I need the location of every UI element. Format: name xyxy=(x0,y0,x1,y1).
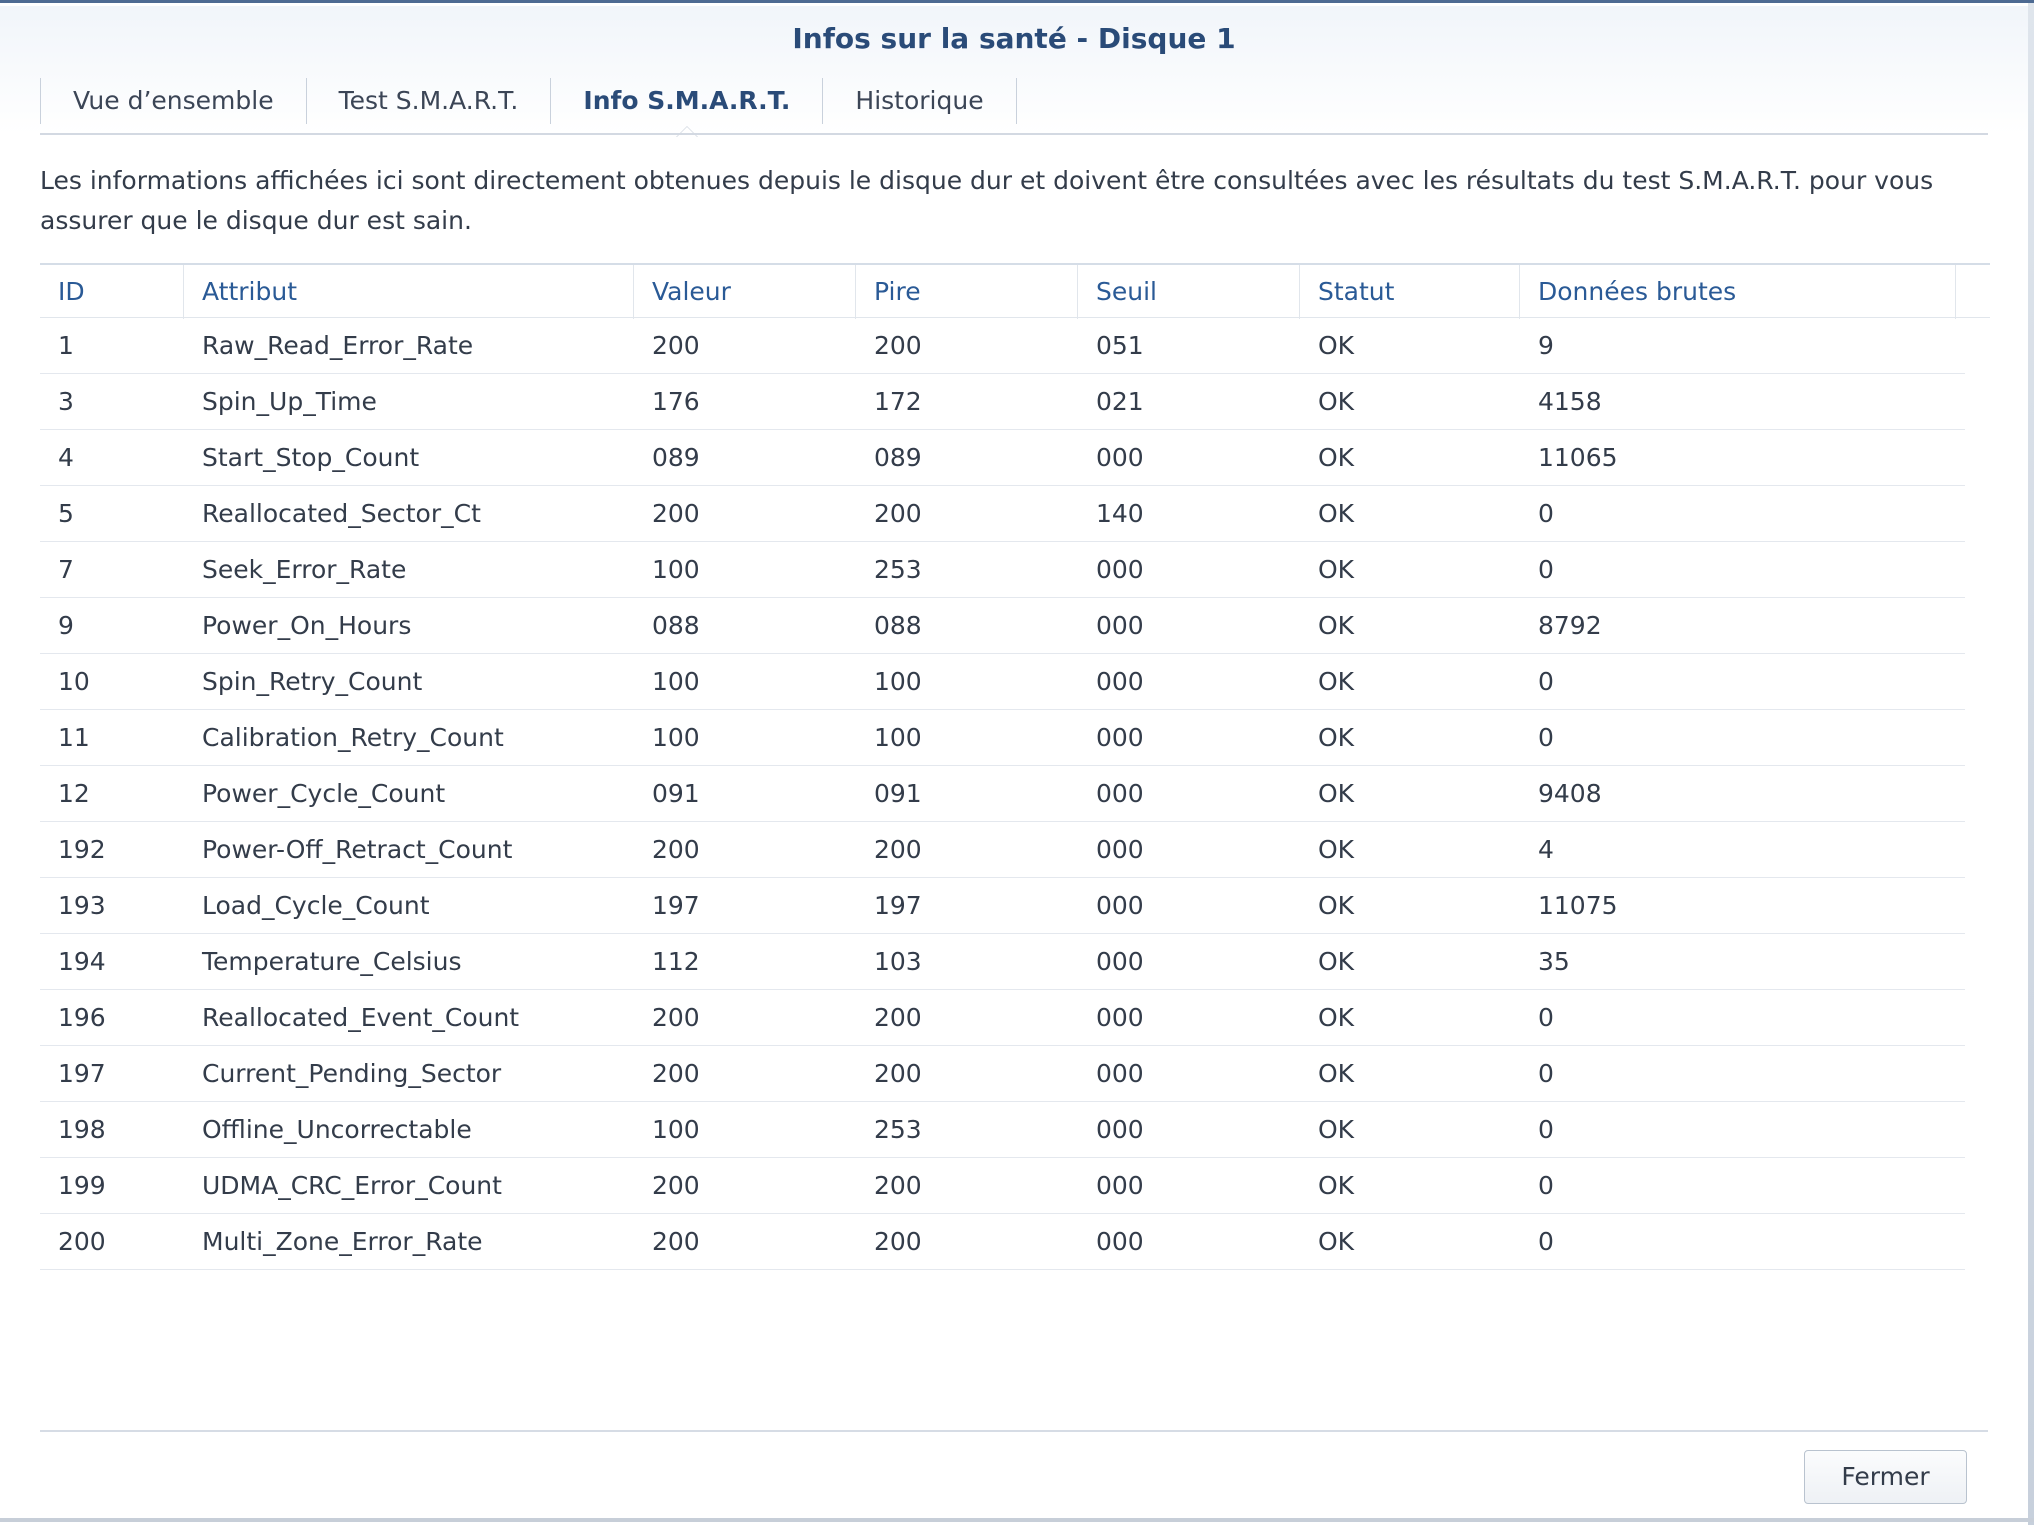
cell-attribute: Power_Cycle_Count xyxy=(202,779,446,808)
cell-raw-data: 0 xyxy=(1538,499,1554,528)
cell-id: 7 xyxy=(58,555,74,584)
cell-id: 200 xyxy=(58,1227,106,1256)
cell-status: OK xyxy=(1318,723,1355,752)
window-bottom-edge xyxy=(0,1518,2034,1522)
cell-worst: 089 xyxy=(874,443,922,472)
smart-attributes-table xyxy=(40,263,1990,1270)
cell-raw-data: 0 xyxy=(1538,1003,1554,1032)
cell-value: 100 xyxy=(652,667,700,696)
cell-attribute: Offline_Uncorrectable xyxy=(202,1115,472,1144)
dialog-title: Infos sur la santé - Disque 1 xyxy=(792,22,1236,55)
cell-raw-data: 0 xyxy=(1538,555,1554,584)
cell-attribute: Spin_Retry_Count xyxy=(202,667,423,696)
cell-status: OK xyxy=(1318,779,1355,808)
cell-threshold: 000 xyxy=(1096,1227,1144,1256)
cell-attribute: Reallocated_Sector_Ct xyxy=(202,499,481,528)
dialog-header xyxy=(0,6,2028,134)
cell-id: 11 xyxy=(58,723,90,752)
cell-raw-data: 35 xyxy=(1538,947,1570,976)
cell-status: OK xyxy=(1318,891,1355,920)
tab-bar xyxy=(40,78,1017,136)
cell-id: 5 xyxy=(58,499,74,528)
cell-attribute: Multi_Zone_Error_Rate xyxy=(202,1227,483,1256)
table-row[interactable] xyxy=(40,878,1965,934)
cell-worst: 253 xyxy=(874,555,922,584)
cell-status: OK xyxy=(1318,947,1355,976)
cell-id: 10 xyxy=(58,667,90,696)
cell-status: OK xyxy=(1318,1227,1355,1256)
column-header-worst[interactable]: Pire xyxy=(856,265,1078,319)
cell-raw-data: 0 xyxy=(1538,723,1554,752)
cell-worst: 200 xyxy=(874,331,922,360)
cell-worst: 100 xyxy=(874,667,922,696)
cell-worst: 200 xyxy=(874,1059,922,1088)
table-row[interactable] xyxy=(40,710,1965,766)
cell-threshold: 000 xyxy=(1096,555,1144,584)
cell-threshold: 000 xyxy=(1096,947,1144,976)
cell-threshold: 000 xyxy=(1096,1059,1144,1088)
cell-attribute: UDMA_CRC_Error_Count xyxy=(202,1171,502,1200)
cell-threshold: 140 xyxy=(1096,499,1144,528)
cell-value: 100 xyxy=(652,723,700,752)
table-row[interactable] xyxy=(40,430,1965,486)
cell-attribute: Start_Stop_Count xyxy=(202,443,420,472)
cell-raw-data: 4158 xyxy=(1538,387,1602,416)
cell-raw-data: 0 xyxy=(1538,667,1554,696)
cell-attribute: Reallocated_Event_Count xyxy=(202,1003,520,1032)
column-header-threshold[interactable]: Seuil xyxy=(1078,265,1300,319)
cell-raw-data: 0 xyxy=(1538,1059,1554,1088)
cell-threshold: 000 xyxy=(1096,723,1144,752)
cell-worst: 253 xyxy=(874,1115,922,1144)
column-header-attribute[interactable]: Attribut xyxy=(184,265,634,319)
cell-value: 200 xyxy=(652,1059,700,1088)
cell-threshold: 000 xyxy=(1096,779,1144,808)
window-edge xyxy=(2028,3,2034,1525)
cell-threshold: 000 xyxy=(1096,1115,1144,1144)
cell-status: OK xyxy=(1318,1115,1355,1144)
column-header-value[interactable]: Valeur xyxy=(634,265,856,319)
cell-threshold: 000 xyxy=(1096,1171,1144,1200)
cell-worst: 200 xyxy=(874,499,922,528)
cell-value: 091 xyxy=(652,779,700,808)
cell-raw-data: 9 xyxy=(1538,331,1554,360)
cell-raw-data: 8792 xyxy=(1538,611,1602,640)
cell-worst: 091 xyxy=(874,779,922,808)
cell-attribute: Current_Pending_Sector xyxy=(202,1059,502,1088)
table-row[interactable] xyxy=(40,1102,1965,1158)
table-row[interactable] xyxy=(40,766,1965,822)
cell-attribute: Spin_Up_Time xyxy=(202,387,377,416)
cell-id: 193 xyxy=(58,891,106,920)
tab-smart-test[interactable] xyxy=(307,78,552,124)
cell-value: 112 xyxy=(652,947,700,976)
cell-threshold: 051 xyxy=(1096,331,1144,360)
cell-worst: 088 xyxy=(874,611,922,640)
cell-worst: 200 xyxy=(874,1171,922,1200)
cell-value: 200 xyxy=(652,1003,700,1032)
cell-value: 089 xyxy=(652,443,700,472)
cell-status: OK xyxy=(1318,611,1355,640)
cell-raw-data: 4 xyxy=(1538,835,1554,864)
tab-label: Historique xyxy=(855,86,984,115)
cell-worst: 172 xyxy=(874,387,922,416)
cell-id: 4 xyxy=(58,443,74,472)
cell-id: 196 xyxy=(58,1003,106,1032)
cell-attribute: Seek_Error_Rate xyxy=(202,555,407,584)
cell-threshold: 000 xyxy=(1096,443,1144,472)
cell-status: OK xyxy=(1318,331,1355,360)
table-row[interactable] xyxy=(40,1158,1965,1214)
table-body xyxy=(40,318,1965,1270)
cell-threshold: 000 xyxy=(1096,1003,1144,1032)
cell-threshold: 000 xyxy=(1096,667,1144,696)
table-row[interactable] xyxy=(40,486,1965,542)
cell-value: 088 xyxy=(652,611,700,640)
cell-id: 197 xyxy=(58,1059,106,1088)
tab-history[interactable] xyxy=(823,78,1016,124)
cell-value: 200 xyxy=(652,499,700,528)
cell-attribute: Power-Off_Retract_Count xyxy=(202,835,513,864)
cell-id: 1 xyxy=(58,331,74,360)
table-row[interactable] xyxy=(40,822,1965,878)
table-row[interactable] xyxy=(40,598,1965,654)
table-row[interactable] xyxy=(40,934,1965,990)
cell-threshold: 000 xyxy=(1096,891,1144,920)
cell-attribute: Raw_Read_Error_Rate xyxy=(202,331,474,360)
cell-status: OK xyxy=(1318,555,1355,584)
cell-id: 194 xyxy=(58,947,106,976)
active-tab-caret-icon xyxy=(676,126,698,137)
tab-overview[interactable] xyxy=(40,78,307,124)
column-header-id[interactable]: ID xyxy=(40,265,184,319)
cell-value: 200 xyxy=(652,331,700,360)
cell-id: 12 xyxy=(58,779,90,808)
cell-id: 9 xyxy=(58,611,74,640)
tab-label: Vue d’ensemble xyxy=(73,86,274,115)
table-row[interactable] xyxy=(40,990,1965,1046)
cell-raw-data: 0 xyxy=(1538,1227,1554,1256)
table-row[interactable] xyxy=(40,374,1965,430)
cell-id: 199 xyxy=(58,1171,106,1200)
smart-description: Les informations affichées ici sont directement obtenues depuis le disque dur et doivent être consultées avec les résultats du test S.M.A.R.T. pour vous assurer que le disque dur est sain. xyxy=(40,166,1934,235)
table-row[interactable] xyxy=(40,1214,1965,1270)
cell-worst: 200 xyxy=(874,1003,922,1032)
cell-threshold: 021 xyxy=(1096,387,1144,416)
cell-status: OK xyxy=(1318,443,1355,472)
tab-smart-info[interactable] xyxy=(551,78,823,124)
cell-id: 198 xyxy=(58,1115,106,1144)
cell-raw-data: 11075 xyxy=(1538,891,1618,920)
cell-id: 192 xyxy=(58,835,106,864)
column-header-status[interactable]: Statut xyxy=(1300,265,1520,319)
cell-worst: 200 xyxy=(874,1227,922,1256)
cell-status: OK xyxy=(1318,1059,1355,1088)
cell-worst: 200 xyxy=(874,835,922,864)
table-row[interactable] xyxy=(40,542,1965,598)
cell-status: OK xyxy=(1318,835,1355,864)
cell-value: 200 xyxy=(652,1227,700,1256)
cell-attribute: Temperature_Celsius xyxy=(202,947,462,976)
cell-value: 197 xyxy=(652,891,700,920)
table-header xyxy=(40,263,1990,318)
cell-status: OK xyxy=(1318,667,1355,696)
cell-status: OK xyxy=(1318,387,1355,416)
cell-worst: 103 xyxy=(874,947,922,976)
cell-status: OK xyxy=(1318,499,1355,528)
close-button[interactable]: Fermer xyxy=(1804,1450,1967,1504)
cell-value: 200 xyxy=(652,835,700,864)
table-row[interactable] xyxy=(40,1046,1965,1102)
column-header-raw-data[interactable]: Données brutes xyxy=(1520,265,1956,319)
table-row[interactable] xyxy=(40,654,1965,710)
cell-raw-data: 9408 xyxy=(1538,779,1602,808)
cell-value: 100 xyxy=(652,1115,700,1144)
cell-status: OK xyxy=(1318,1003,1355,1032)
cell-value: 200 xyxy=(652,1171,700,1200)
footer-divider xyxy=(40,1430,1988,1432)
cell-worst: 100 xyxy=(874,723,922,752)
cell-value: 176 xyxy=(652,387,700,416)
cell-raw-data: 0 xyxy=(1538,1171,1554,1200)
cell-value: 100 xyxy=(652,555,700,584)
cell-raw-data: 11065 xyxy=(1538,443,1618,472)
column-header-filler xyxy=(1956,265,1990,319)
tab-label: Test S.M.A.R.T. xyxy=(338,86,519,115)
table-row[interactable] xyxy=(40,318,1965,374)
cell-raw-data: 0 xyxy=(1538,1115,1554,1144)
cell-attribute: Power_On_Hours xyxy=(202,611,412,640)
cell-id: 3 xyxy=(58,387,74,416)
cell-status: OK xyxy=(1318,1171,1355,1200)
cell-attribute: Calibration_Retry_Count xyxy=(202,723,504,752)
cell-threshold: 000 xyxy=(1096,835,1144,864)
tab-label: Info S.M.A.R.T. xyxy=(583,86,791,115)
cell-worst: 197 xyxy=(874,891,922,920)
tab-divider xyxy=(40,133,1988,135)
cell-threshold: 000 xyxy=(1096,611,1144,640)
cell-attribute: Load_Cycle_Count xyxy=(202,891,430,920)
